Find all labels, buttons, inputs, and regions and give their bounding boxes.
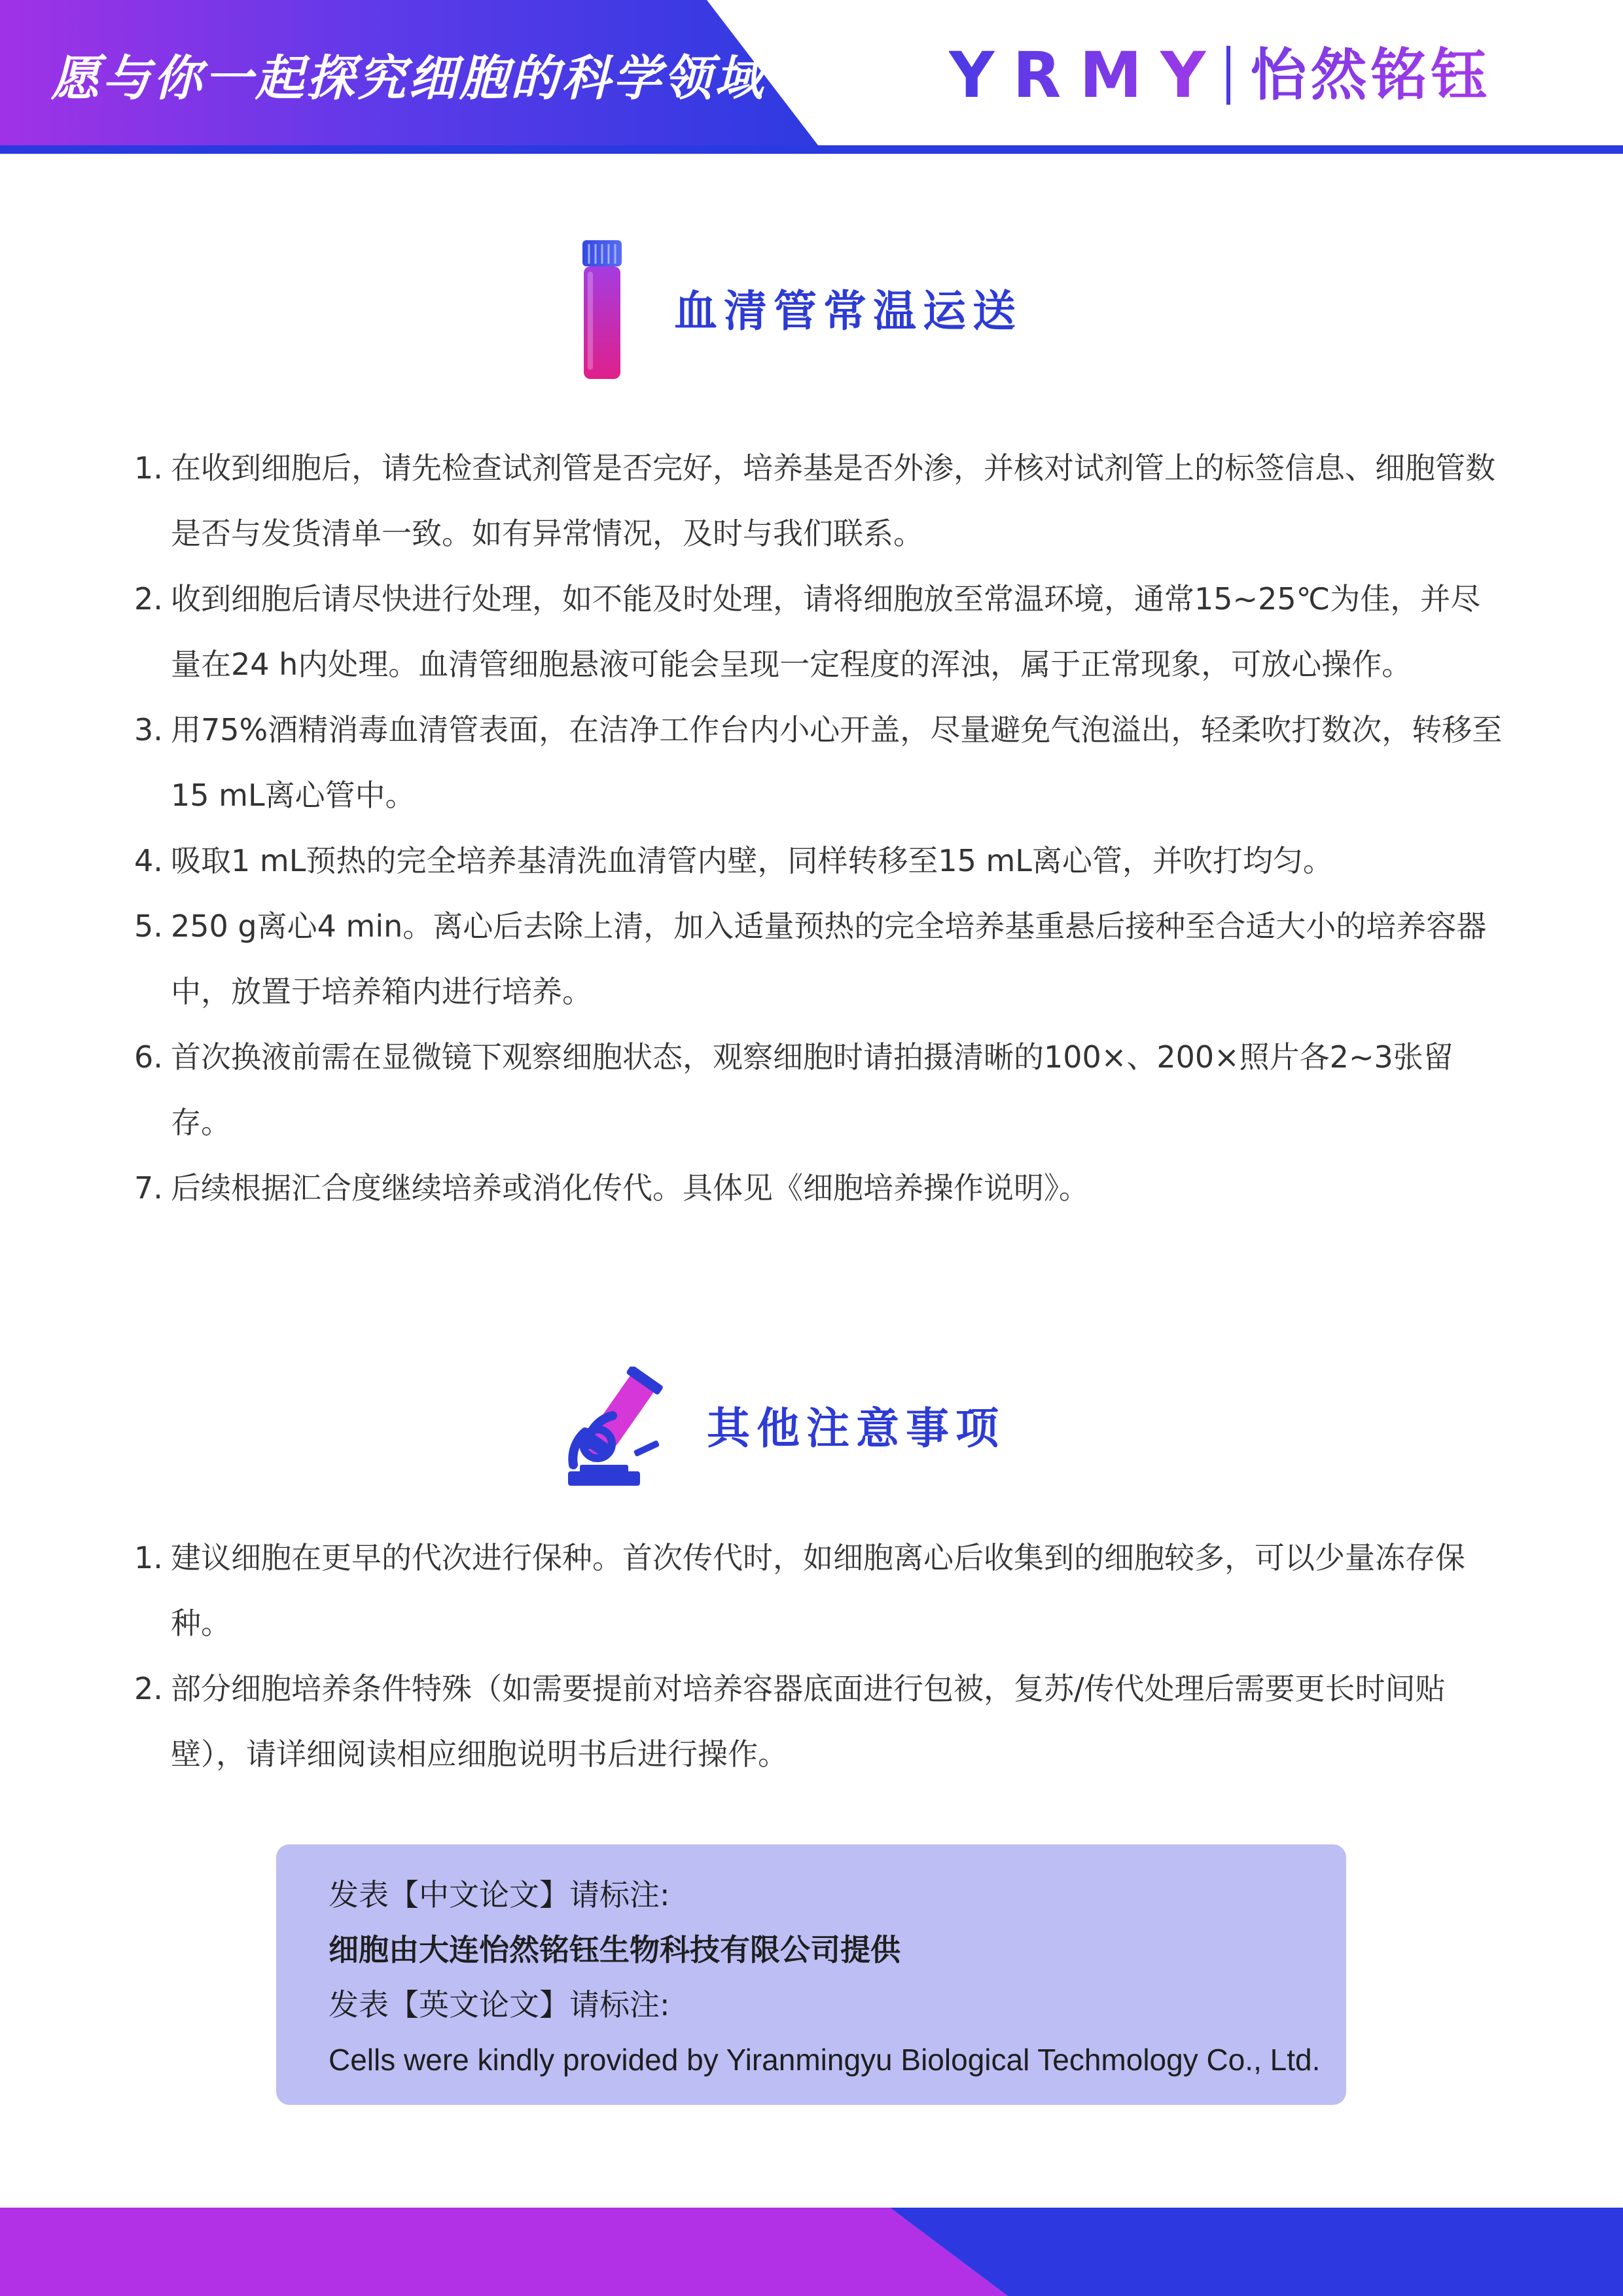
list-text: 收到细胞后请尽快进行处理，如不能及时处理，请将细胞放至常温环境，通常15~25℃为佳，并尽量在24 h内处理。血清管细胞悬液可能会呈现一定程度的浑浊，属于正常现象，可放心操作。	[171, 581, 1481, 682]
header-slogan: 愿与你一起探究细胞的科学领域	[51, 50, 766, 107]
list-item	[134, 435, 1508, 566]
logo-english: YRMY	[949, 39, 1224, 112]
brand-logo	[949, 39, 1491, 111]
section2-title: 其他注意事项	[707, 1403, 1005, 1454]
list-number: 4.	[134, 843, 163, 878]
section1-heading	[581, 239, 1022, 384]
logo-separator	[1226, 46, 1230, 105]
list-text: 用75%酒精消毒血清管表面，在洁净工作台内小心开盖，尽量避免气泡溢出，轻柔吹打数次，转移至15 mL离心管中。	[171, 712, 1503, 813]
list-number: 3.	[134, 712, 163, 747]
list-item	[134, 1024, 1508, 1155]
list-item	[134, 828, 1508, 893]
list-number: 6.	[134, 1039, 163, 1075]
section2-list	[134, 1525, 1508, 1787]
footer-band-right	[890, 2208, 1623, 2296]
citation-cn-text: 细胞由大连怡然铭钰生物科技有限公司提供	[329, 1932, 901, 1967]
list-item	[134, 893, 1508, 1024]
citation-cn-label: 发表【中文论文】请标注:	[329, 1877, 670, 1912]
list-number: 5.	[134, 908, 163, 944]
list-text: 后续根据汇合度继续培养或消化传代。具体见《细胞培养操作说明》。	[171, 1170, 1089, 1206]
list-text: 在收到细胞后，请先检查试剂管是否完好，培养基是否外渗，并核对试剂管上的标签信息、细胞管数是否与发货清单一致。如有异常情况，及时与我们联系。	[171, 450, 1495, 551]
list-number: 1.	[134, 450, 163, 486]
citation-en-text: Cells were kindly provided by Yiranmingyu Biological Techmology Co., Ltd.	[329, 2043, 1321, 2077]
list-number: 1.	[134, 1540, 163, 1575]
header-divider-line	[0, 145, 1623, 154]
list-number: 2.	[134, 581, 163, 617]
microscope-icon	[562, 1367, 666, 1491]
section1-list	[134, 435, 1508, 1221]
page-header	[0, 0, 1623, 154]
citation-box	[276, 1844, 1346, 2105]
list-text: 吸取1 mL预热的完全培养基清洗血清管内壁，同样转移至15 mL离心管，并吹打均匀。	[171, 843, 1333, 878]
list-item	[134, 566, 1508, 697]
list-number: 7.	[134, 1170, 163, 1206]
section1-title: 血清管常温运送	[674, 286, 1022, 336]
citation-en-label: 发表【英文论文】请标注:	[329, 1987, 670, 2022]
vial-icon	[581, 239, 623, 384]
list-text: 建议细胞在更早的代次进行保种。首次传代时，如细胞离心后收集到的细胞较多，可以少量冻存保种。	[171, 1540, 1465, 1641]
list-item	[134, 1525, 1508, 1656]
list-item	[134, 697, 1508, 828]
list-text: 250 g离心4 min。离心后去除上清，加入适量预热的完全培养基重悬后接种至合适大小的培养容器中，放置于培养箱内进行培养。	[171, 908, 1487, 1009]
section2-heading	[562, 1367, 1005, 1491]
footer-band-left	[0, 2208, 1008, 2296]
list-text: 首次换液前需在显微镜下观察细胞状态，观察细胞时请拍摄清晰的100×、200×照片各2~3张留存。	[171, 1039, 1454, 1140]
list-number: 2.	[134, 1671, 163, 1706]
list-item	[134, 1155, 1508, 1221]
list-item	[134, 1656, 1508, 1787]
logo-chinese: 怡然铭钰	[1250, 39, 1491, 111]
list-text: 部分细胞培养条件特殊（如需要提前对培养容器底面进行包被，复苏/传代处理后需要更长时间贴壁），请详细阅读相应细胞说明书后进行操作。	[171, 1671, 1446, 1772]
